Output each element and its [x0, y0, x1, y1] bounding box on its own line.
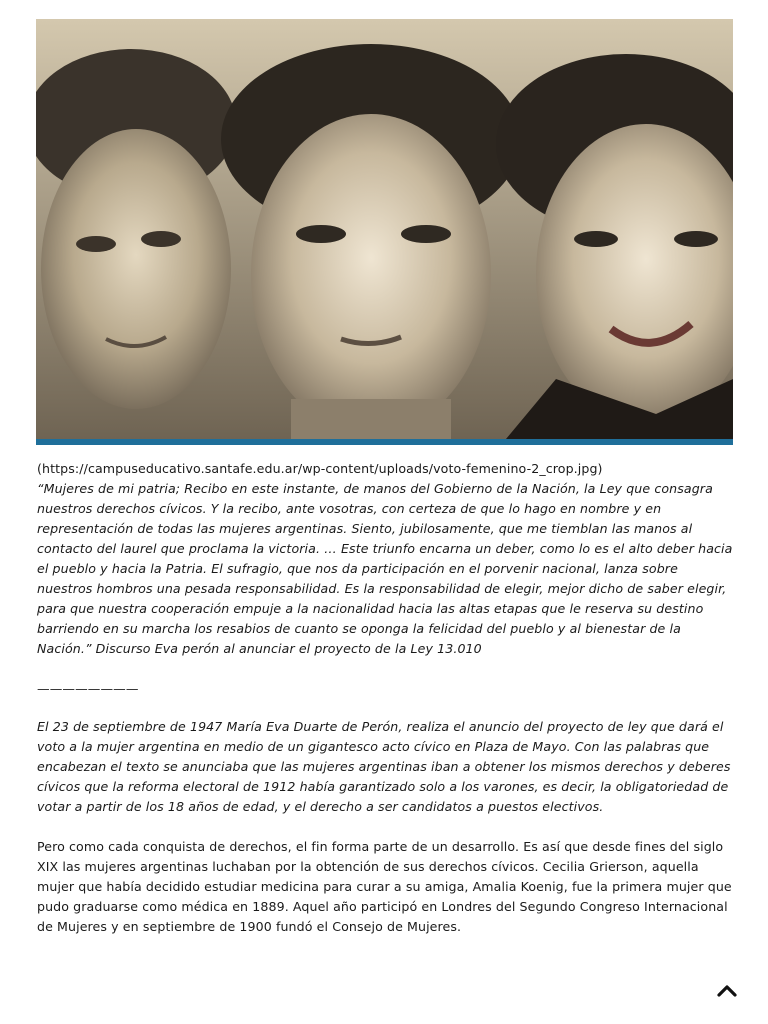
chevron-up-icon: [715, 980, 739, 1002]
eva-peron-quote: “Mujeres de mi patria; Recibo en este instante, de manos del Gobierno de la Nación, la Ley que consagra nuestros derechos cívicos. Y la recibo, ante vosotras, con certeza de que lo hago en nombre y en representación de todas las mujeres argentinas. Siento, jubilosamente, que me tiemblan las manos al contacto del laurel que proclama la victoria. … Este triunfo encarna un deber, como lo es el alto deber hacia el pueblo y hacia la Patria. El sufragio, que nos da participación en el porvenir nacional, lanza sobre nuestros hombros una pesada responsabilidad. Es la responsabilidad de elegir, mejor dicho de saber elegir, para que nuestra cooperación empuje a la nacionalidad hacia las altas etapas que le reserva su destino barriendo en su marcha los resabios de cuanto se oponga la felicidad del pueblo y al bienestar de la Nación.” Discurso Eva perón al anunciar el proyecto de la Ley 13.010: [37, 481, 733, 656]
scroll-to-top-button[interactable]: [715, 980, 739, 1002]
article-body: [37, 459, 734, 937]
hero-image: [36, 19, 733, 439]
hero-accent-bar: [36, 439, 733, 445]
paragraph-2: Pero como cada conquista de derechos, el fin forma parte de un desarrollo. Es así que desde fines del siglo XIX las mujeres argentinas luchaban por la obtención de sus derechos cívicos. Cecilia Grierson, aquella mujer que había decidido estudiar medicina para curar a su amiga, Amalia Koenig, fue la primera mujer que pudo graduarse como médica en 1889. Aquel año participó en Londres del Segundo Congreso Internacional de Mujeres y en septiembre de 1900 fundó el Consejo de Mujeres.: [37, 839, 732, 934]
image-source-caption: (https://campuseducativo.santafe.edu.ar/wp-content/uploads/voto-femenino-2_crop.jpg): [37, 461, 603, 476]
paragraph-1: El 23 de septiembre de 1947 María Eva Duarte de Perón, realiza el anuncio del proyecto de ley que dará el voto a la mujer argentina en medio de un gigantesco acto cívico en Plaza de Mayo. Con las palabras que encabezan el texto se anunciaba que las mujeres argentinas iban a obtener los mismos derechos y deberes cívicos que la reforma electoral de 1912 había garantizado solo a los varones, es decir, la obligatoriedad de votar a partir de los 18 años de edad, y el derecho a ser candidatos a puestos electivos.: [37, 719, 731, 814]
hero-photo-collage: [36, 19, 733, 439]
section-separator: ————————: [37, 681, 139, 696]
